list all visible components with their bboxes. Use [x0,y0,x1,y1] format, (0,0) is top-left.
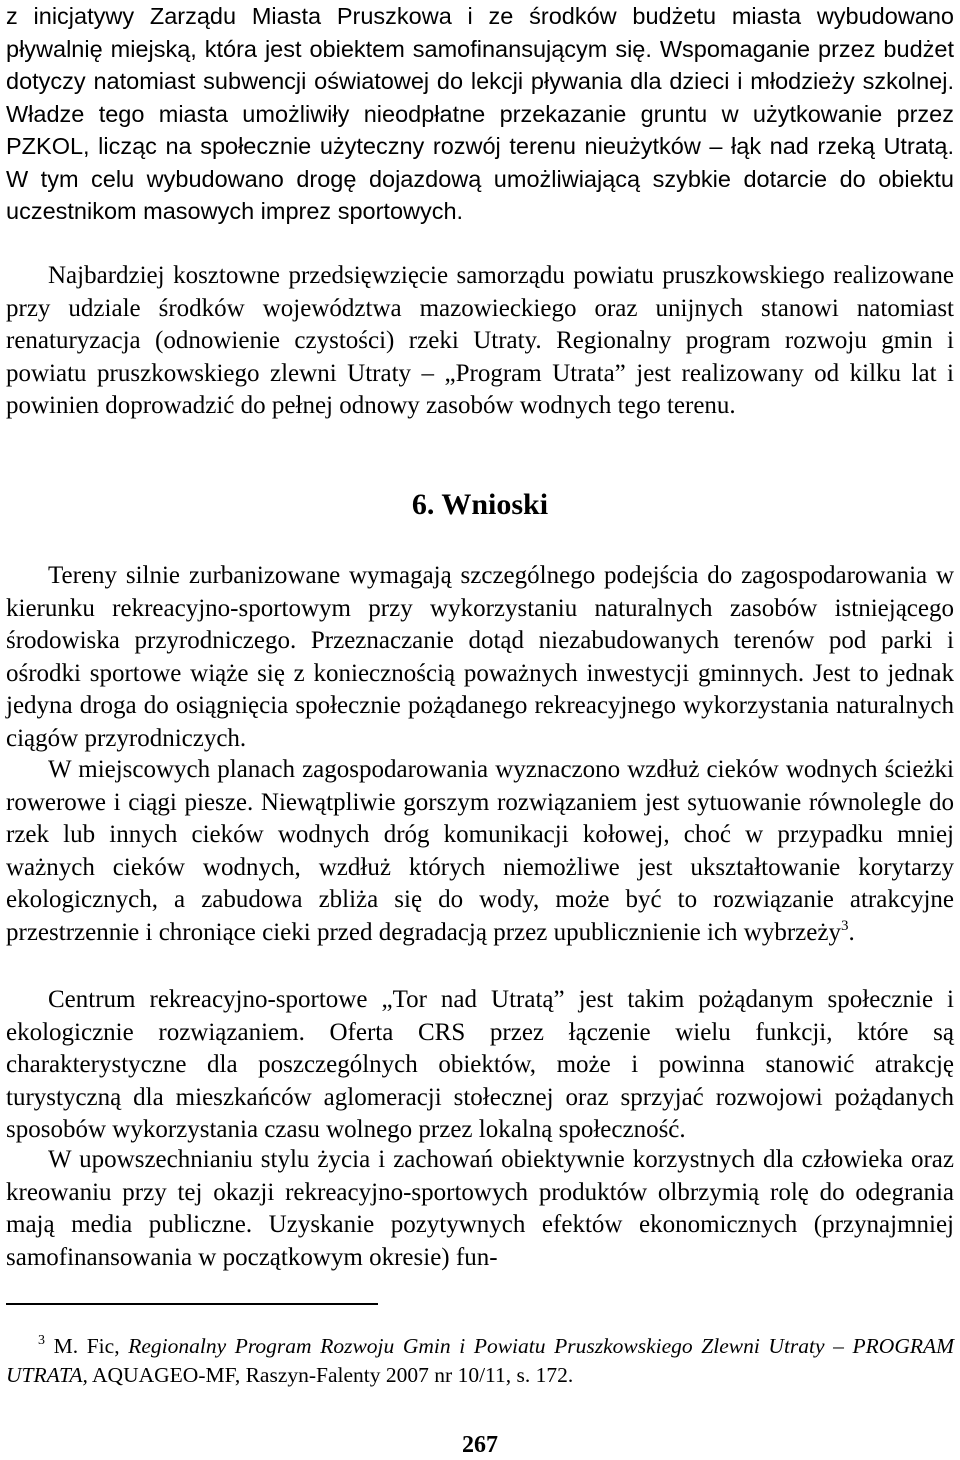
footnote-author: M. Fic, [53,1334,120,1358]
paragraph-4 [6,754,954,949]
footnote-number: 3 [38,1333,45,1348]
section-heading: 6. Wnioski [411,488,549,521]
footnote [6,1326,954,1390]
footnote-reference[interactable]: 3 [840,917,849,934]
paragraph-4-text: W miejscowych planach zagospodarowania wyznaczono wzdłuż cieków wodnych ścieżki rowerowe i ciągi piesze. Niewątpliwie gorszym rozwiązaniem jest sytuowanie równolegle do rzek lub innych cieków wodnych dróg komunikacji kołowej, choć w przypadku mniej ważnych cieków wodnych, wzdłuż których niemożliwe jest ukształtowanie korytarzy ekologicznych, a zabudowa zbliża się do wody, może być to rozwiązanie atrakcyjne przestrzennie i chroniące cieki przed degradacją przez upublicznienie ich wybrzeży [6,756,954,946]
page-number: 267 [462,1432,498,1458]
paragraph-1: z inicjatywy Zarządu Miasta Pruszkowa i ze środków budżetu miasta wybudowano pływalnię miejską, która jest obiektem samofinansującym się. Wspomaganie przez budżet dotyczy natomiast subwencji oświatowej do lekcji pływania dla dzieci i młodzieży szkolnej. Władze tego miasta umożliwiły nieodpłatne przekazanie gruntu w użytkowanie przez PZKOL, licząc na społecznie użyteczny rozwój terenu nieużytków – łąk nad rzeką Utratą. W tym celu wybudowano drogę dojazdową umożliwiającą szybkie dotarcie do obiektu uczestnikom masowych imprez sportowych. [6,3,954,224]
footnote-divider [6,1303,378,1305]
paragraph-6: W upowszechnianiu stylu życia i zachowań obiektywnie korzystnych dla człowieka oraz kreowaniu przy tej okazji rekreacyjno-sportowych produktów olbrzymią rolę do odegrania mają media publiczne. Uzyskanie pozytywnych efektów ekonomicznych (przynajmniej samofinansowania w początkowym okresie) fun- [6,1146,954,1271]
footnote-publisher: AQUAGEO-MF, Raszyn-Falenty 2007 nr 10/11, s. 172. [92,1363,574,1387]
paragraph-3: Tereny silnie zurbanizowane wymagają szczególnego podejścia do zagospodarowania w kierunku rekreacyjno-sportowym przy wykorzystaniu naturalnych zasobów istniejącego środowiska przyrodniczego. Przeznaczanie dotąd niezabudowanych terenów pod parki i ośrodki sportowe wiąże się z koniecznością poważnych inwestycji gminnych. Jest to jednak jedyna droga do osiągnięcia społecznie pożądanego rekreacyjnego wykorzystania naturalnych ciągów przyrodniczych. [6,562,954,752]
paragraph-5: Centrum rekreacyjno-sportowe „Tor nad Utratą” jest takim pożądanym społecznie i ekologicznie rozwiązaniem. Oferta CRS przez łączenie wielu funkcji, które są charakterystyczne dla poszczególnych obiektów, może i powinna stanowić atrakcję turystyczną dla mieszkańców aglomeracji stołecznej oraz sprzyjać rozwojowi pożądanych sposobów wykorzystania czasu wolnego przez lokalną społeczność. [6,986,954,1143]
paragraph-2: Najbardziej kosztowne przedsięwzięcie samorządu powiatu pruszkowskiego realizowane przy udziale środków województwa mazowieckiego oraz unijnych stanowi natomiast renaturyzacja (odnowienie czystości) rzeki Utraty. Regionalny program rozwoju gmin i powiatu pruszkowskiego zlewni Utraty – „Program Utrata” jest realizowany od kilku lat i powinien doprowadzić do pełnej odnowy zasobów wodnych tego terenu. [6,262,954,419]
footnote-title: Regionalny Program Rozwoju Gmin i Powiatu Pruszkowskiego Zlewni Utraty – PROGRAM UTRATA, [6,1334,955,1387]
paragraph-4-end: . [848,918,855,946]
